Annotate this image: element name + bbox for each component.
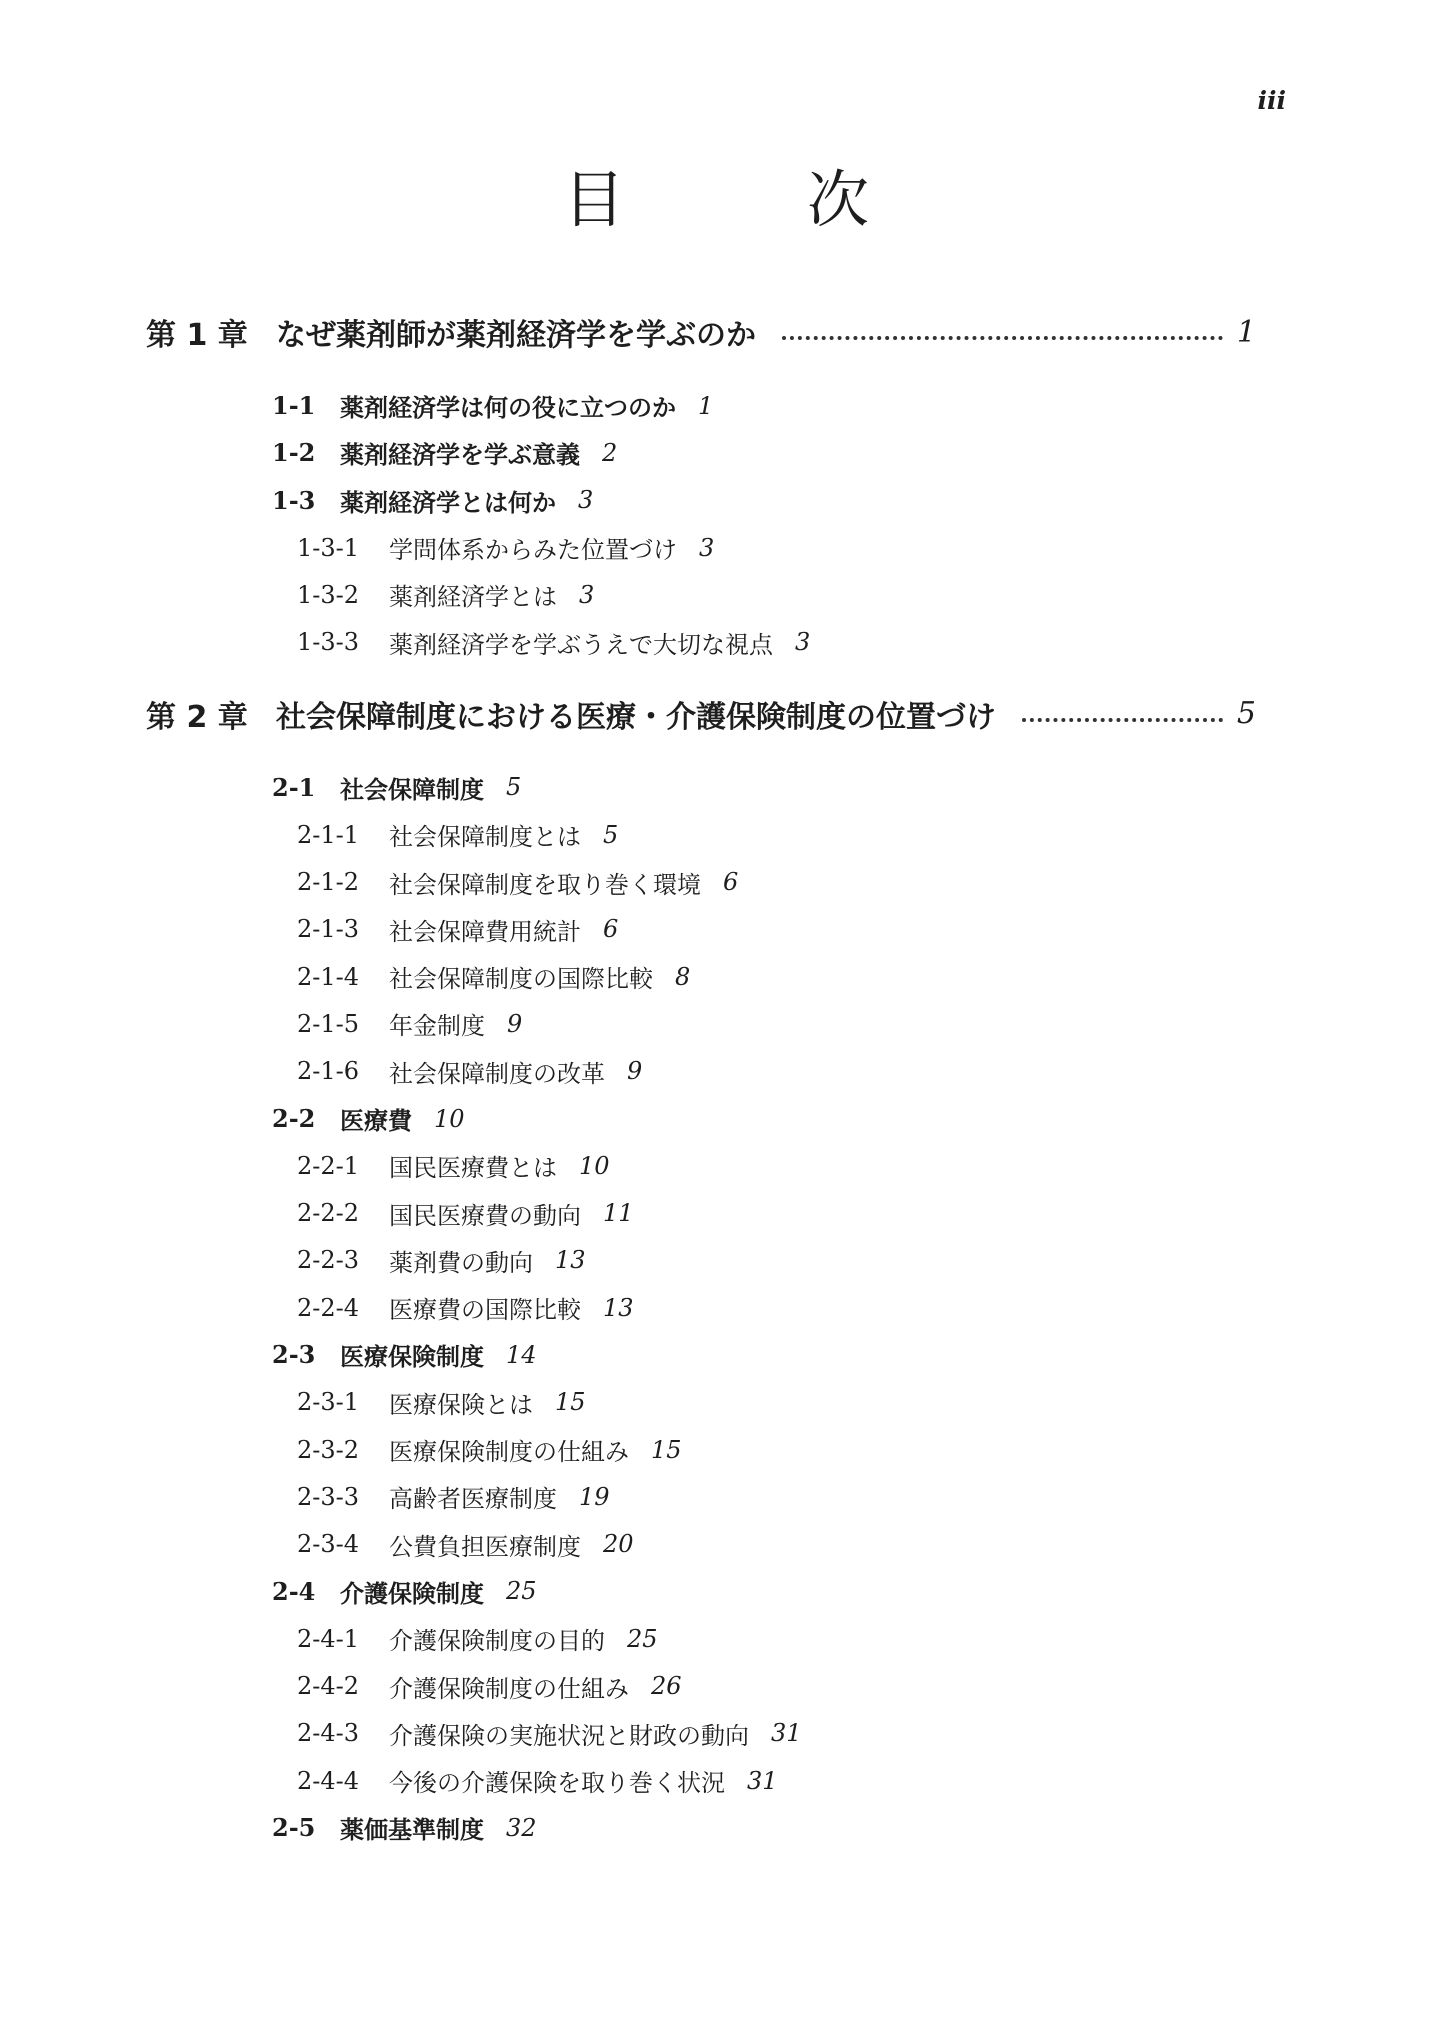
toc-subsection[interactable]	[0, 1757, 1432, 1804]
toc-section[interactable]	[0, 382, 1432, 429]
leader-dots	[1022, 718, 1223, 722]
toc-section[interactable]	[0, 429, 1432, 476]
toc-subsection[interactable]	[0, 858, 1432, 905]
chapter-title: 社会保障制度における医療・介護保険制度の位置づけ	[276, 699, 996, 735]
spacer	[0, 736, 1432, 764]
toc-subsection[interactable]	[0, 1521, 1432, 1568]
entry-page: 10	[434, 1104, 465, 1133]
entry-number: 2-2-3	[297, 1246, 360, 1275]
entry-page: 2	[602, 438, 618, 467]
toc-chapter-1[interactable]	[146, 310, 1256, 354]
entry-number: 2-4-4	[297, 1766, 360, 1795]
entry-number: 2-3-3	[297, 1482, 360, 1511]
chapter-number: 第 1 章	[146, 318, 248, 353]
chapter-page: 1	[1236, 314, 1256, 350]
entry-page: 9	[507, 1009, 523, 1038]
entry-page: 9	[627, 1057, 643, 1086]
entry-title: 医療費の国際比較	[389, 1296, 581, 1325]
entry-number: 2-4-2	[297, 1672, 360, 1701]
entry-title: 社会保障制度の改革	[389, 1059, 605, 1088]
toc-chapter-2[interactable]	[146, 692, 1256, 736]
spacer	[0, 354, 1432, 382]
entry-title: 今後の介護保険を取り巻く状況	[389, 1769, 725, 1798]
entry-page: 10	[579, 1151, 610, 1180]
entry-number: 1-3-3	[297, 628, 360, 657]
entry-page: 3	[699, 533, 715, 562]
entry-number: 1-3	[272, 485, 316, 515]
page-number: iii	[1257, 86, 1286, 115]
toc-section[interactable]	[0, 1568, 1432, 1615]
entry-page: 3	[795, 628, 811, 657]
entry-title: 社会保障制度とは	[389, 823, 581, 852]
entry-number: 2-1-6	[297, 1057, 360, 1086]
entry-number: 2-1-4	[297, 962, 360, 991]
entry-page: 20	[603, 1530, 634, 1559]
entry-title: 医療保険制度	[340, 1342, 484, 1372]
entry-page: 13	[555, 1246, 586, 1275]
entry-number: 2-4	[272, 1576, 316, 1606]
entry-title: 医療費	[340, 1106, 412, 1135]
entry-page: 8	[675, 962, 691, 991]
entry-page: 14	[506, 1340, 537, 1369]
toc-subsection[interactable]	[0, 1048, 1432, 1095]
toc-section[interactable]	[0, 1331, 1432, 1378]
entry-page: 6	[723, 868, 739, 897]
entry-title: 医療保険とは	[389, 1390, 533, 1419]
entry-title: 薬価基準制度	[340, 1815, 484, 1845]
toc-subsection[interactable]	[0, 1284, 1432, 1331]
entry-title: 社会保障制度の国際比較	[389, 965, 653, 994]
entry-number: 2-1-5	[297, 1009, 360, 1038]
entry-title: 年金制度	[389, 1012, 485, 1041]
entry-page: 26	[651, 1672, 682, 1701]
entry-title: 高齢者医療制度	[389, 1485, 557, 1514]
spacer	[0, 666, 1432, 692]
entry-title: 薬剤経済学は何の役に立つのか	[340, 393, 676, 423]
toc-subsection[interactable]	[0, 811, 1432, 858]
toc-subsection[interactable]	[0, 906, 1432, 953]
entry-title: 国民医療費の動向	[389, 1201, 581, 1230]
toc-subsection[interactable]	[0, 1615, 1432, 1662]
leader-dots	[782, 336, 1223, 340]
toc-subsection[interactable]	[0, 1142, 1432, 1189]
toc-subsection[interactable]	[0, 1710, 1432, 1757]
entry-title: 公費負担医療制度	[389, 1532, 581, 1561]
toc-subsection[interactable]	[0, 1473, 1432, 1520]
entry-page: 25	[627, 1624, 658, 1653]
page-title: 目 次	[562, 163, 929, 236]
entry-title: 薬剤経済学を学ぶ意義	[340, 440, 580, 470]
entry-title: 社会保障制度を取り巻く環境	[389, 870, 701, 899]
chapter-number: 第 2 章	[146, 699, 248, 735]
toc-subsection[interactable]	[0, 1379, 1432, 1426]
entry-title: 介護保険の実施状況と財政の動向	[389, 1721, 749, 1750]
entry-title: 薬剤経済学とは	[389, 583, 557, 612]
entry-number: 2-2-4	[297, 1293, 360, 1322]
entry-title: 介護保険制度の目的	[389, 1627, 605, 1656]
entry-page: 13	[603, 1293, 634, 1322]
table-of-contents	[0, 310, 1432, 1852]
entry-page: 3	[578, 486, 594, 515]
toc-subsection[interactable]	[0, 618, 1432, 665]
entry-title: 学問体系からみた位置づけ	[389, 536, 677, 565]
entry-number: 2-3	[272, 1340, 316, 1370]
toc-section[interactable]	[0, 764, 1432, 811]
entry-number: 2-2-2	[297, 1199, 360, 1228]
entry-page: 1	[698, 391, 714, 420]
toc-subsection[interactable]	[0, 1426, 1432, 1473]
toc-subsection[interactable]	[0, 524, 1432, 571]
entry-page: 15	[651, 1435, 682, 1464]
entry-page: 25	[506, 1577, 537, 1606]
entry-number: 2-1	[272, 772, 316, 802]
chapter-page: 5	[1236, 696, 1256, 732]
entry-title: 薬剤経済学を学ぶうえで大切な視点	[389, 630, 773, 659]
toc-section[interactable]	[0, 1095, 1432, 1142]
toc-subsection[interactable]	[0, 1189, 1432, 1236]
entry-page: 5	[603, 820, 619, 849]
toc-subsection[interactable]	[0, 953, 1432, 1000]
entry-number: 2-1-2	[297, 868, 360, 897]
entry-title: 社会保障費用統計	[389, 917, 581, 946]
toc-subsection[interactable]	[0, 1662, 1432, 1709]
entry-number: 2-4-3	[297, 1719, 360, 1748]
entry-page: 31	[747, 1766, 778, 1795]
chapter-title: なぜ薬剤師が薬剤経済学を学ぶのか	[276, 318, 756, 353]
entry-title: 薬剤費の動向	[389, 1248, 533, 1277]
entry-number: 1-2	[272, 438, 316, 468]
toc-section[interactable]	[0, 477, 1432, 524]
entry-page: 3	[579, 580, 595, 609]
entry-number: 2-5	[272, 1813, 316, 1843]
entry-number: 2-3-4	[297, 1530, 360, 1559]
entry-title: 介護保険制度の仕組み	[389, 1674, 629, 1703]
entry-number: 1-3-2	[297, 580, 360, 609]
toc-subsection[interactable]	[0, 1000, 1432, 1047]
entry-number: 2-1-3	[297, 915, 360, 944]
entry-page: 31	[771, 1719, 802, 1748]
toc-subsection[interactable]	[0, 571, 1432, 618]
entry-title: 社会保障制度	[340, 774, 484, 804]
entry-page: 15	[555, 1388, 586, 1417]
entry-title: 介護保険制度	[340, 1578, 484, 1608]
entry-number: 1-3-1	[297, 533, 360, 562]
entry-page: 11	[603, 1199, 634, 1228]
entry-number: 2-3-2	[297, 1435, 360, 1464]
entry-page: 5	[506, 773, 522, 802]
entry-number: 2-4-1	[297, 1624, 360, 1653]
toc-subsection[interactable]	[0, 1237, 1432, 1284]
entry-page: 32	[506, 1813, 537, 1842]
entry-title: 薬剤経済学とは何か	[340, 487, 556, 517]
entry-number: 1-1	[272, 391, 316, 421]
entry-number: 2-3-1	[297, 1388, 360, 1417]
toc-section[interactable]	[0, 1804, 1432, 1851]
entry-number: 2-2	[272, 1104, 316, 1133]
entry-number: 2-2-1	[297, 1151, 360, 1180]
entry-title: 医療保険制度の仕組み	[389, 1438, 629, 1467]
entry-number: 2-1-1	[297, 820, 360, 849]
entry-title: 国民医療費とは	[389, 1154, 557, 1183]
entry-page: 6	[603, 915, 619, 944]
entry-page: 19	[579, 1482, 610, 1511]
